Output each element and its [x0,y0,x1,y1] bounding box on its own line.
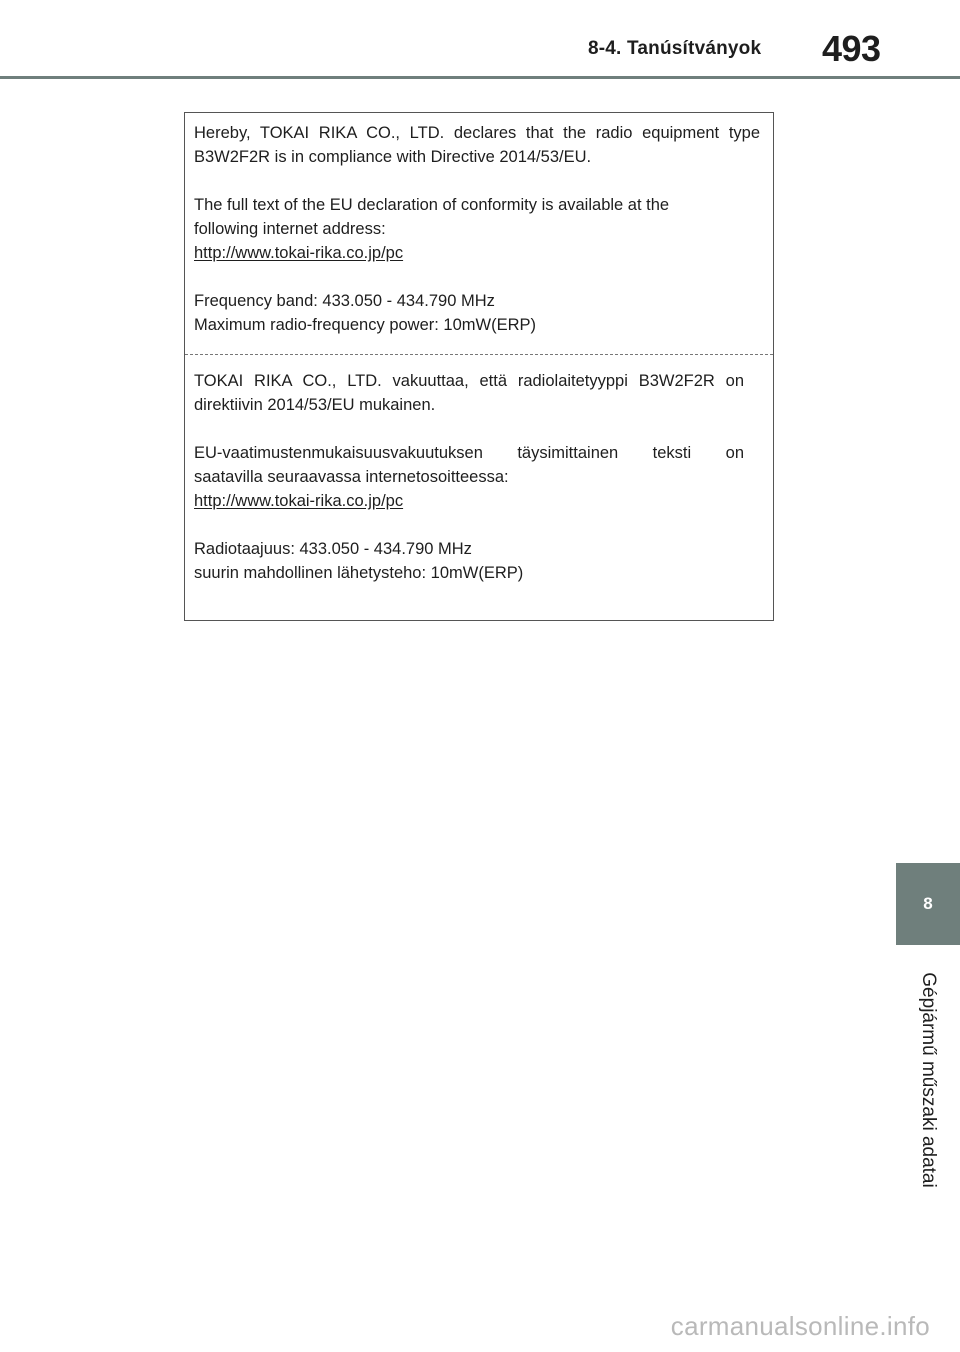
english-availability-line-1: The full text of the EU declaration of conformity is available at the [194,196,670,214]
header-rule [0,76,960,79]
finnish-frequency-band: Radiotaajuus: 433.050 - 434.790 MHz [194,540,472,558]
finnish-declaration-link[interactable]: http://www.tokai-rika.co.jp/pc [194,492,404,510]
english-max-power: Maximum radio-frequency power: 10mW(ERP) [194,316,537,334]
english-frequency-band: Frequency band: 433.050 - 434.790 MHz [194,292,495,310]
finnish-declaration-line-1: TOKAI RIKA CO., LTD. vakuuttaa, että radiolaitetyyppi B3W2F2R on [194,372,744,390]
finnish-availability-line-1: EU-vaatimustenmukaisuusvakuutuksen täysimittainen teksti on [194,444,744,462]
chapter-number-tab [896,863,960,945]
finnish-max-power: suurin mahdollinen lähetysteho: 10mW(ERP) [194,564,524,582]
chapter-number: 8 [923,894,933,913]
english-declaration-line-2: B3W2F2R is in compliance with Directive 2014/53/EU. [194,148,592,166]
finnish-declaration-line-2: direktiivin 2014/53/EU mukainen. [194,396,436,414]
language-divider [185,354,773,355]
english-declaration-line-1: Hereby, TOKAI RIKA CO., LTD. declares that the radio equipment type [194,124,760,142]
english-declaration [194,121,760,337]
certificate-box [184,112,774,621]
page-number: 493 [822,28,881,69]
english-availability-line-2: following internet address: [194,220,386,238]
chapter-title: Gépjármű műszaki adatai [918,972,939,1188]
finnish-availability-line-2: saatavilla seuraavassa internetosoitteessa: [194,468,509,486]
finnish-declaration [194,369,760,585]
english-declaration-link[interactable]: http://www.tokai-rika.co.jp/pc [194,244,404,262]
section-title: 8-4. Tanúsítványok [588,38,762,59]
watermark: carmanualsonline.info [670,1311,930,1341]
